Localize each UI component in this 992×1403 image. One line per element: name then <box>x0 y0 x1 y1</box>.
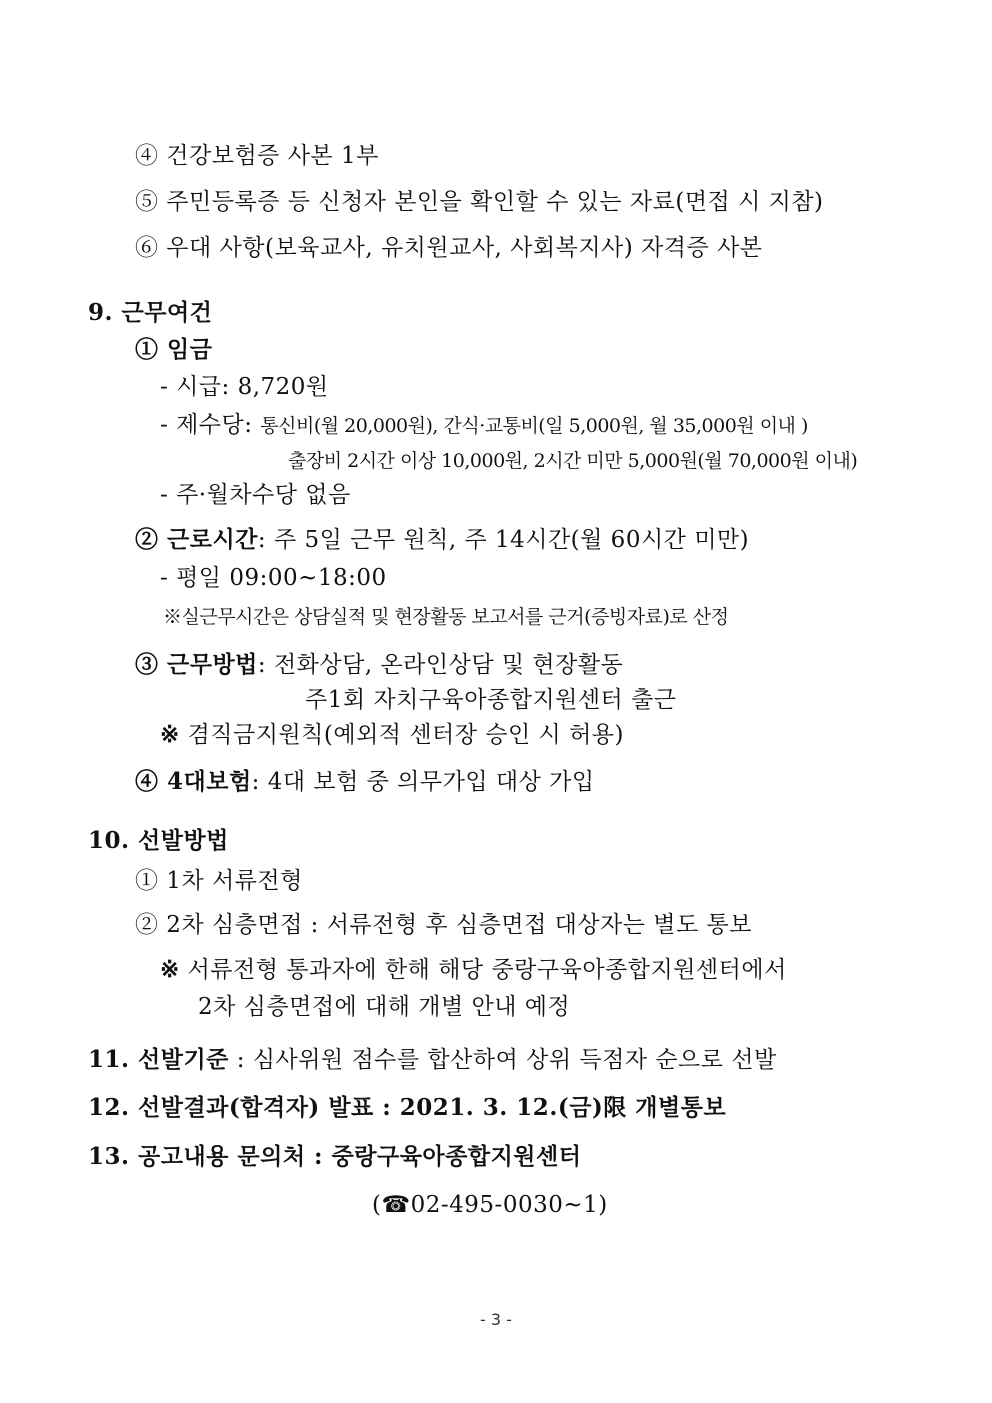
work-method-title: ③ 근무방법 <box>135 651 258 678</box>
work-method <box>135 650 623 680</box>
no-weekly-allowance: - 주·월차수당 없음 <box>160 482 351 508</box>
selection-step-1: ① 1차 서류전형 <box>135 868 303 894</box>
working-hours <box>135 525 749 555</box>
item-preferred-certificates: ⑥ 우대 사항(보육교사, 유치원교사, 사회복지사) 자격증 사본 <box>135 235 763 261</box>
section-11-title: 11. 선발기준 <box>88 1046 229 1073</box>
wage-heading: ① 임금 <box>135 336 213 363</box>
work-method-attendance: 주1회 자치구육아종합지원센터 출근 <box>305 687 677 713</box>
allowances <box>160 410 808 441</box>
actual-hours-note: ※실근무시간은 상담실적 및 현장활동 보고서를 근거(증빙자료)로 산정 <box>163 606 729 628</box>
note-mark: ※ <box>160 721 180 748</box>
section-11 <box>88 1045 777 1075</box>
section-11-text: : 심사위원 점수를 합산하여 상위 득점자 순으로 선발 <box>228 1047 777 1073</box>
allowances-label: - 제수당: <box>160 412 261 438</box>
page-number: - 3 - <box>480 1310 512 1329</box>
allowances-text: 통신비(월 20,000원), 간식·교통비(일 5,000원, 월 35,000원 이내 ) <box>260 415 808 437</box>
contact-phone: (☎02-495-0030~1) <box>372 1192 608 1218</box>
selection-note-mark: ※ <box>160 956 180 983</box>
work-method-text: : 전화상담, 온라인상담 및 현장활동 <box>257 652 624 678</box>
item-id-card: ⑤ 주민등록증 등 신청자 본인을 확인할 수 있는 자료(면접 시 지참) <box>135 189 824 215</box>
insurance-text: : 4대 보험 중 의무가입 대상 가입 <box>251 769 595 795</box>
insurance <box>135 767 595 797</box>
selection-note-continued: 2차 심층면접에 대해 개별 안내 예정 <box>198 994 571 1020</box>
section-13: 13. 공고내용 문의처 : 중랑구육아종합지원센터 <box>88 1143 582 1170</box>
section-9-heading: 9. 근무여건 <box>88 299 213 326</box>
travel-allowance: 출장비 2시간 이상 10,000원, 2시간 미만 5,000원(월 70,000원 이내) <box>288 450 858 472</box>
insurance-title: ④ 4대보험 <box>135 768 252 795</box>
selection-note <box>160 955 787 985</box>
no-dual-job-note <box>160 720 624 750</box>
no-dual-job-text: 겸직금지원칙(예외적 센터장 승인 시 허용) <box>179 722 624 748</box>
section-10-heading: 10. 선발방법 <box>88 827 229 854</box>
weekday-hours: - 평일 09:00~18:00 <box>160 565 387 591</box>
item-health-insurance: ④ 건강보험증 사본 1부 <box>135 143 379 169</box>
selection-note-text: 서류전형 통과자에 한해 해당 중랑구육아종합지원센터에서 <box>179 957 787 983</box>
working-hours-text: : 주 5일 근무 원칙, 주 14시간(월 60시간 미만) <box>257 527 750 553</box>
section-12: 12. 선발결과(합격자) 발표 : 2021. 3. 12.(금)限 개별통보 <box>88 1094 727 1121</box>
selection-step-2: ② 2차 심층면접 : 서류전형 후 심층면접 대상자는 별도 통보 <box>135 912 752 938</box>
working-hours-title: ② 근로시간 <box>135 526 258 553</box>
hourly-wage: - 시급: 8,720원 <box>160 374 329 400</box>
